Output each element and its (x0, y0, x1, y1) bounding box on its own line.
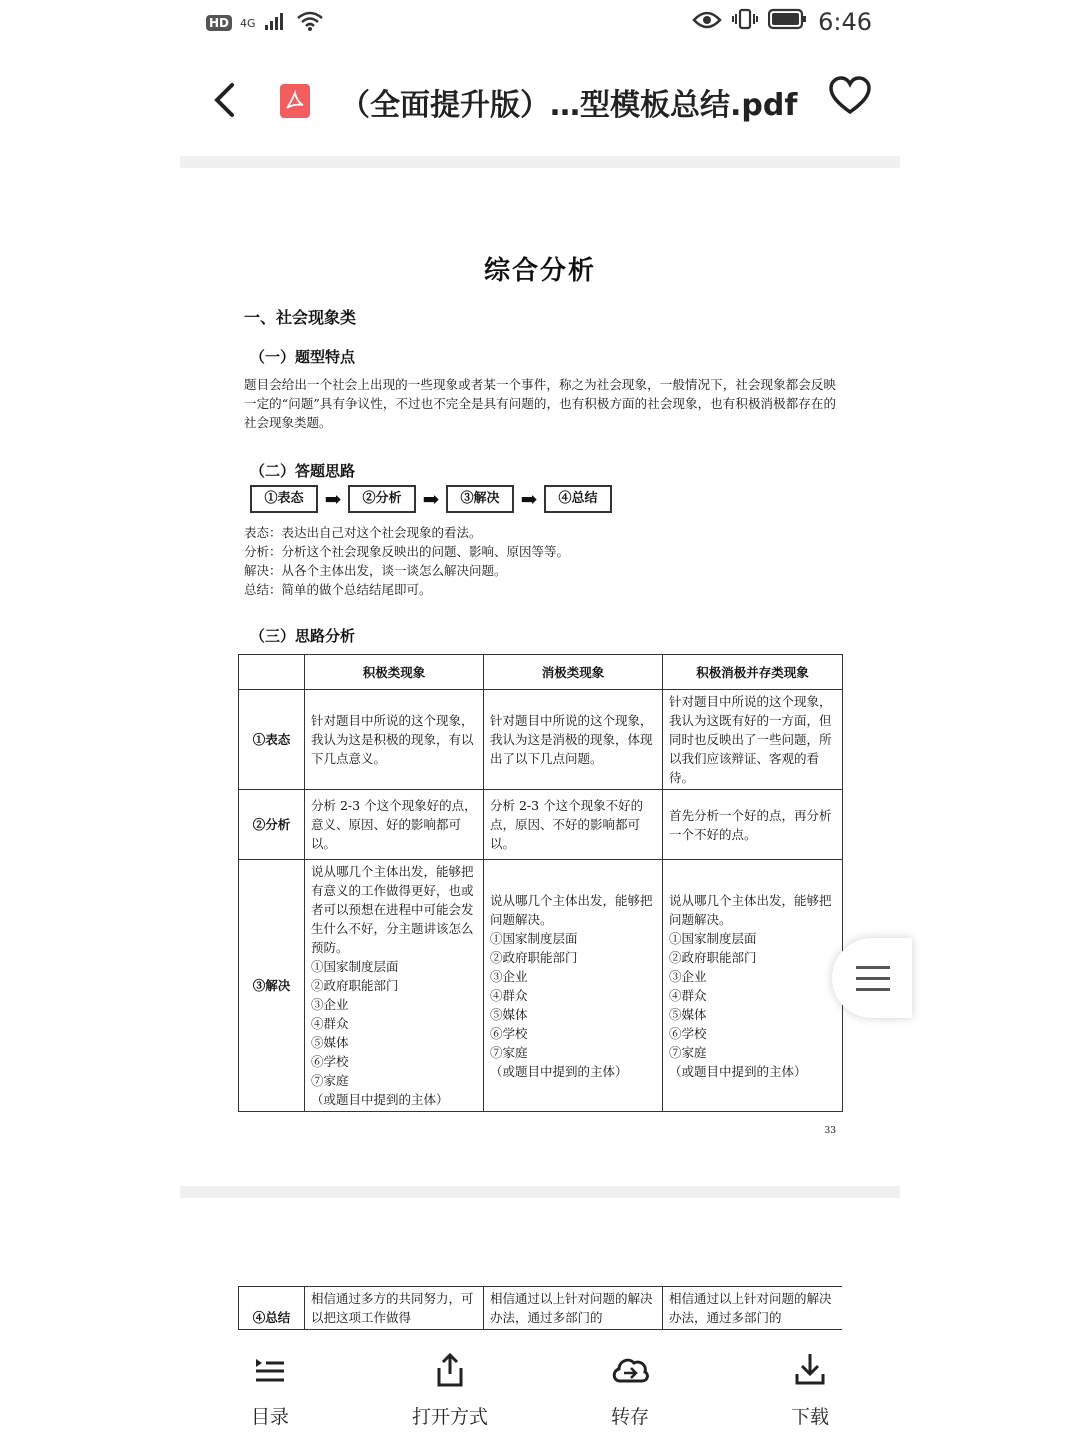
toolbar-label: 转存 (610, 1406, 649, 1428)
share-icon (360, 1352, 540, 1396)
pdf-page (238, 250, 842, 1136)
open-with-button[interactable] (360, 1330, 540, 1439)
row-label: ①表态 (239, 690, 305, 790)
table-cell: 相信通过以上针对问题的解决办法，通过多部门的 (484, 1287, 663, 1330)
step-line: 表态：表达出自己对这个社会现象的看法。 (244, 525, 482, 540)
row-label: ②分析 (239, 790, 305, 860)
subsection-heading: （一）题型特点 (250, 348, 356, 366)
table-header-row (239, 655, 843, 690)
table-cell: 针对题目中所说的这个现象，我认为这既有好的一方面，但同时也反映出了一些问题，所以我们应该辩证、客观的看待。 (663, 690, 843, 790)
menu-line (856, 988, 890, 991)
document-title: （全面提升版）…型模板总结.pdf (340, 88, 798, 123)
back-icon[interactable] (212, 82, 236, 125)
toolbar-label: 打开方式 (411, 1406, 488, 1428)
row-label: ④总结 (239, 1287, 305, 1330)
arrow-right-icon: ➡ (324, 487, 342, 511)
analysis-table-continued (238, 1286, 842, 1330)
pdf-page-next (238, 1286, 842, 1330)
flow-step: ①表态 (250, 485, 318, 513)
table-cell: 说从哪几个主体出发，能够把问题解决。 ①国家制度层面 ②政府职能部门 ③企业 ④群众 ⑤媒体 ⑥学校 ⑦家庭 （或题目中提到的主体） (484, 860, 663, 1112)
arrow-right-icon: ➡ (422, 487, 440, 511)
table-header-cell: 消极类现象 (484, 655, 663, 690)
toc-button[interactable] (180, 1330, 360, 1439)
table-cell: 针对题目中所说的这个现象，我认为这是消极的现象，体现出了以下几点问题。 (484, 690, 663, 790)
signal-icon (264, 11, 288, 35)
page-gap (180, 1186, 900, 1198)
analysis-table (238, 654, 843, 1112)
table-header-cell: 积极类现象 (305, 655, 484, 690)
table-row (239, 690, 843, 790)
flow-diagram (250, 485, 842, 513)
flow-step: ③解决 (446, 485, 514, 513)
divider (180, 156, 900, 168)
table-cell: 首先分析一个好的点，再分析一个不好的点。 (663, 790, 843, 860)
paragraph: 题目会给出一个社会上出现的一些现象或者某一个事件，称之为社会现象，一般情况下，社会现象都会反映一定的“问题”具有争议性，不过也不完全是具有问题的，也有积极方面的社会现象，也有积极消极都存在的社会现象类题。 (244, 377, 836, 430)
hd-badge: HD (206, 15, 232, 31)
cloud-save-icon (540, 1352, 720, 1396)
row-label: ③解决 (239, 860, 305, 1112)
step-line: 解决：从各个主体出发，谈一谈怎么解决问题。 (244, 563, 507, 578)
section-heading: 一、社会现象类 (244, 308, 357, 327)
subsection-heading: （二）答题思路 (250, 462, 356, 480)
phone-screen (180, 0, 900, 1439)
menu-line (856, 966, 890, 969)
download-button[interactable] (720, 1330, 900, 1439)
step-line: 总结：简单的做个总结结尾即可。 (244, 582, 432, 597)
status-bar (180, 0, 900, 50)
flow-step: ②分析 (348, 485, 416, 513)
toolbar-label: 目录 (250, 1406, 289, 1428)
table-row (239, 1287, 843, 1330)
table-header-cell (239, 655, 305, 690)
network-type: 4G (240, 16, 256, 30)
list-icon (180, 1352, 360, 1396)
vibrate-icon (732, 8, 758, 36)
table-header-cell: 积极消极并存类现象 (663, 655, 843, 690)
pdf-file-icon (280, 84, 310, 118)
step-descriptions (244, 523, 836, 599)
page-heading: 综合分析 (483, 256, 596, 286)
table-row (239, 860, 843, 1112)
page-number: 33 (824, 1126, 836, 1136)
table-cell: 针对题目中所说的这个现象，我认为这是积极的现象，有以下几点意义。 (305, 690, 484, 790)
floating-menu-button[interactable] (832, 938, 912, 1018)
clock: 6:46 (818, 8, 872, 36)
eye-icon (692, 8, 722, 36)
menu-line (856, 977, 890, 980)
toolbar-label: 下载 (790, 1406, 829, 1428)
flow-step: ④总结 (544, 485, 612, 513)
battery-icon (768, 8, 808, 36)
table-cell: 说从哪几个主体出发，能够把有意义的工作做得更好，也或者可以预想在进程中可能会发生什么不好，分主题讲该怎么预防。 ①国家制度层面 ②政府职能部门 ③企业 ④群众 ⑤媒体 ⑥学校 ⑦家庭 （或题目中提到的主体） (305, 860, 484, 1112)
table-cell: 分析 2-3 个这个现象不好的点，原因、不好的影响都可以。 (484, 790, 663, 860)
download-icon (720, 1352, 900, 1396)
app-header (180, 56, 900, 148)
table-cell: 说从哪几个主体出发，能够把问题解决。 ①国家制度层面 ②政府职能部门 ③企业 ④群众 ⑤媒体 ⑥学校 ⑦家庭 （或题目中提到的主体） (663, 860, 843, 1112)
table-cell: 分析 2-3 个这个现象好的点，意义、原因、好的影响都可以。 (305, 790, 484, 860)
table-row (239, 790, 843, 860)
save-to-cloud-button[interactable] (540, 1330, 720, 1439)
bottom-toolbar (180, 1330, 900, 1439)
favorite-heart-icon[interactable] (828, 76, 872, 124)
wifi-icon (296, 10, 324, 36)
subsection-heading: （三）思路分析 (250, 627, 356, 645)
table-cell: 相信通过多方的共同努力，可以把这项工作做得 (305, 1287, 484, 1330)
table-cell: 相信通过以上针对问题的解决办法，通过多部门的 (663, 1287, 843, 1330)
step-line: 分析：分析这个社会现象反映出的问题、影响、原因等等。 (244, 544, 570, 559)
arrow-right-icon: ➡ (520, 487, 538, 511)
